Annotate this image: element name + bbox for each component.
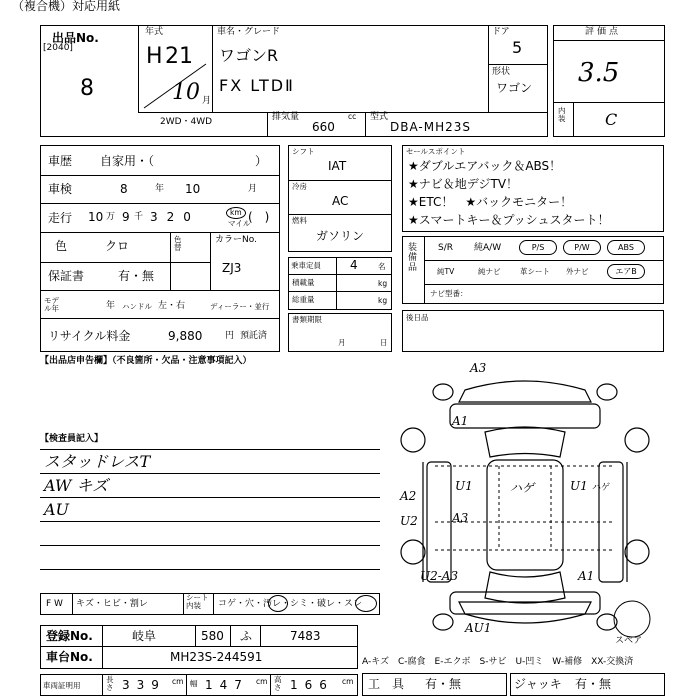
mark-a1-left: A1 [452, 414, 469, 428]
year-label: 年式 [145, 27, 164, 37]
sales-point-1: ★ダブルエアバック＆ABS！ [408, 159, 562, 173]
dims-h: 166 [290, 678, 334, 692]
model-year-label: モデル年 [44, 296, 59, 313]
sales-point-3: ★ETC！ ★バックモニター！ [408, 195, 573, 209]
dims-w-unit: cm [256, 677, 268, 686]
mileage-km: km [230, 208, 242, 217]
equip-navi-model-label: ナビ型番： [430, 289, 468, 298]
drive-options: 2WD・4WD [160, 117, 213, 127]
mark-a2-left: A2 [400, 489, 417, 503]
model-year-unit: 年 [106, 301, 116, 311]
sales-points-label: セールスポイント [406, 147, 466, 156]
warranty-label: 保証書 [48, 269, 85, 283]
rating-value: 3.5 [578, 58, 620, 88]
inspection-month: 10 [185, 182, 201, 196]
color-change-label: 色替 [174, 235, 182, 252]
fuel-label: 燃料 [292, 216, 307, 225]
history-value: 自家用・（ [100, 154, 155, 168]
inspector-line-3: AU [44, 500, 70, 519]
equip-sr: S/R [438, 243, 453, 253]
equip-ps: P/S [519, 240, 557, 255]
mileage-d1: 10 [88, 210, 104, 224]
body-shape-label: 形状 [492, 67, 511, 77]
type-value: DBA-MH23S [390, 120, 472, 134]
registration-label: 登録No. [46, 629, 93, 643]
dims-w-label: 幅 [190, 679, 198, 688]
gross-unit: kg [378, 296, 388, 305]
doc-expiry-label: 書類期限 [292, 315, 322, 324]
doc-expiry-month: 月 [338, 338, 346, 347]
shift-label: シフト [292, 147, 315, 156]
year-era: H [146, 44, 163, 69]
year-value: 21 [165, 44, 193, 69]
damage-legend: A-キズ C-腐食 E-エクボ S-サビ U-凹ミ W-補修 XX-交換済 [362, 657, 634, 667]
mileage-d3: 320 [150, 210, 200, 224]
capacity-value: 4 [350, 258, 358, 272]
sales-point-2: ★ナビ＆地デジTV！ [408, 177, 519, 191]
tools-value: 有・無 [425, 677, 462, 691]
warranty-value: 有・無 [118, 269, 155, 283]
mileage-label: 走行 [48, 211, 73, 225]
lot-label: 出品No. [52, 31, 99, 45]
form-title: （複合機）対応用紙 [12, 0, 121, 13]
car-damage-diagram [395, 362, 665, 650]
mileage-mile: マイル [228, 219, 251, 228]
ac-value: AC [332, 194, 349, 208]
displacement-label: 排気量 [272, 112, 300, 122]
mark-a1-rear-right: A1 [578, 569, 595, 583]
recycle-value: 9,880 [168, 329, 203, 343]
mark-au1-bottom: AU1 [465, 621, 492, 635]
equip-navi: 純ナビ [478, 267, 501, 276]
inspection-year-unit: 年 [155, 184, 165, 194]
color-value: クロ [105, 239, 130, 253]
inspection-label: 車検 [48, 182, 73, 196]
doc-expiry-day: 日 [380, 338, 388, 347]
chassis-value: MH23S-244591 [170, 650, 263, 664]
registration-place: 岐阜 [132, 629, 157, 643]
load-label: 積載量 [292, 278, 315, 287]
equipment-label: 装備品 [408, 243, 418, 273]
dims-w: 147 [205, 678, 249, 692]
post-notes-box [402, 310, 664, 352]
registration-number: 7483 [290, 629, 321, 643]
post-notes-label: 後日品 [406, 313, 429, 322]
doors-label: ドア [492, 27, 510, 37]
tools-label: 工 具 [368, 677, 405, 691]
mark-hage-right: ハゲ [592, 483, 611, 493]
mileage-u2: 千 [134, 212, 144, 222]
inspection-year: 8 [120, 182, 128, 196]
mileage-u1: 万 [106, 212, 116, 222]
inspector-line-2: AW キズ [44, 476, 109, 495]
model-grade: FX LTDⅡ [219, 76, 295, 95]
model-name: ワゴンR [219, 46, 279, 65]
recycle-unit: 円 [225, 331, 235, 341]
model-label: 車名・グレード [217, 27, 281, 37]
spare-label: スペア [615, 636, 643, 646]
equip-airbag: エアB [607, 264, 645, 279]
equip-pw: P/W [563, 240, 601, 255]
mark-u2-left: U2 [400, 514, 418, 528]
equip-ext-navi: 外ナビ [566, 267, 589, 276]
history-close: ） [255, 154, 268, 168]
doors-value: 5 [512, 38, 523, 57]
rating-label: 評価点 [585, 27, 622, 37]
registration-kana: ふ [240, 629, 253, 643]
mark-hage-center: ハゲ [510, 481, 535, 495]
registration-class: 580 [201, 629, 224, 643]
fuel-value: ガソリン [316, 229, 365, 243]
dealer-options: ディーラー・並行 [210, 302, 270, 311]
equip-tv: 純TV [437, 267, 455, 276]
lot-stamp: [2040] [43, 43, 73, 53]
fw-seat-label: シート内装 [186, 593, 209, 610]
fw-seat-items: コゲ・穴・汚レ・シミ・破レ・スレ [218, 599, 363, 609]
inspection-month-unit: 月 [248, 184, 258, 194]
fw-label: F W [46, 599, 63, 609]
chassis-label: 車台No. [46, 650, 93, 664]
year-month-unit: 月 [202, 96, 212, 106]
capacity-label: 乗車定員 [291, 261, 321, 270]
interior-label: 内装 [558, 106, 566, 123]
color-code-label: カラーNo. [215, 235, 257, 245]
mark-a3-mid: A3 [452, 511, 469, 525]
shift-value: IAT [328, 159, 347, 173]
equip-leather: 革シート [520, 267, 550, 276]
displacement-value: 660 [312, 120, 335, 134]
equip-aw: 純A/W [474, 243, 502, 253]
interior-value: C [605, 110, 618, 129]
dims-label: 車両証明用 [43, 681, 81, 690]
sales-point-4: ★スマートキー＆プッシュスタート！ [408, 213, 610, 227]
detail-box [40, 145, 280, 352]
dims-h-label: 高さ [274, 675, 282, 692]
year-month: 10 [172, 80, 200, 105]
load-unit: kg [378, 279, 388, 288]
jack-value: 有・無 [575, 677, 612, 691]
mark-u2-a3-rear: U2-A3 [420, 569, 459, 583]
seller-notes-label: 【出品店申告欄】（不良箇所・欠品・注意事項記入） [40, 356, 252, 366]
equip-abs: ABS [607, 240, 645, 255]
body-shape-value: ワゴン [496, 81, 533, 95]
mark-u1-center: U1 [455, 479, 473, 493]
capacity-unit: 名 [378, 262, 386, 271]
lot-number: 8 [80, 76, 94, 101]
ac-label: 冷房 [292, 182, 307, 191]
color-label: 色 [55, 239, 68, 253]
handle-options: 左・右 [158, 301, 186, 311]
handle-label: ハンドル [122, 302, 152, 311]
recycle-label: リサイクル料金 [48, 329, 131, 343]
dims-l: 339 [122, 678, 166, 692]
dims-l-unit: cm [172, 677, 184, 686]
jack-label: ジャッキ [514, 677, 562, 691]
history-label: 車歴 [48, 154, 73, 168]
inspector-line-1: スタッドレスT [44, 452, 151, 471]
color-code: ZJ3 [222, 261, 242, 275]
dims-h-unit: cm [342, 677, 354, 686]
displacement-unit: cc [348, 112, 357, 121]
recycle-note: 預託済 [240, 331, 268, 341]
dims-l-label: 長さ [106, 675, 114, 692]
mileage-d2: 9 [122, 210, 130, 224]
gross-label: 総重量 [292, 295, 315, 304]
fw-items: キズ・ヒビ・割レ [76, 599, 148, 609]
mark-u1-right: U1 [570, 479, 588, 493]
mark-a3-top: A3 [470, 361, 487, 375]
inspector-label: 【検査員記入】 [40, 434, 104, 444]
type-label: 型式 [370, 112, 389, 122]
